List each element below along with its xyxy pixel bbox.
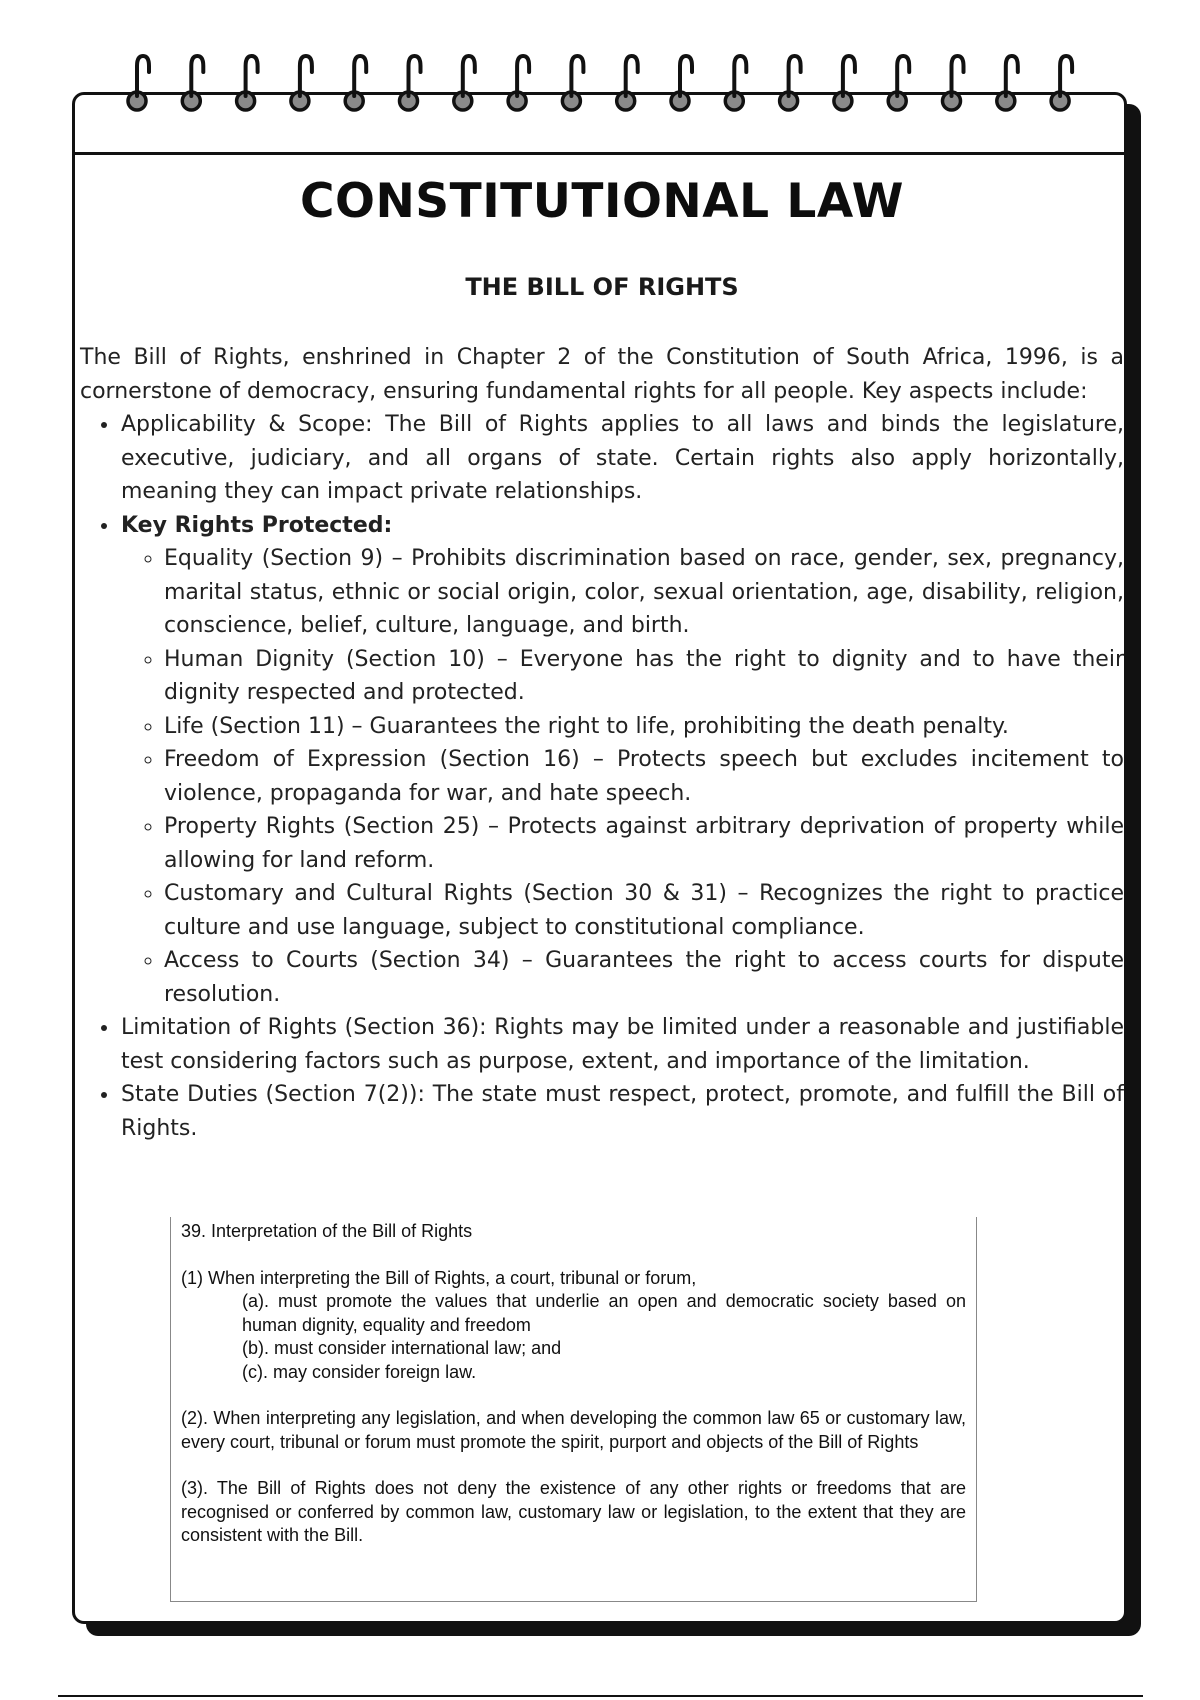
section-39-clause-1: (1) When interpreting the Bill of Rights, a court, tribunal or forum, (181, 1267, 697, 1288)
key-aspects-list (80, 408, 1124, 1145)
key-right-equality: ◦ Equality (Section 9) – Prohibits discrimination based on race, gender, sex, pregnancy, marital status, ethnic or social origin, color, sexual orientation, age, disability, religion, conscience, belief, culture, language, and birth. (164, 542, 1124, 643)
section-39-excerpt (170, 1217, 977, 1602)
section-39-clause-1b: (b). must consider international law; and (242, 1338, 562, 1358)
key-right-life: ◦ Life (Section 11) – Guarantees the right to life, prohibiting the death penalty. (164, 710, 1124, 744)
key-rights-heading: Key Rights Protected: (121, 512, 393, 538)
intro-paragraph: The Bill of Rights, enshrined in Chapter 2 of the Constitution of South Africa, 1996, is a cornerstone of democracy, ensuring fundamental rights for all people. Key aspects include: (80, 345, 1124, 404)
section-39-clause-1a: (a). must promote the values that underlie an open and democratic society based on human dignity, equality and freedom (242, 1291, 966, 1335)
key-rights-list (121, 542, 1124, 1011)
bullet-key-rights (120, 509, 1124, 1012)
section-39-heading: 39. Interpretation of the Bill of Rights (181, 1221, 473, 1241)
page-title: CONSTITUTIONAL LAW (300, 174, 904, 229)
notebook-header-strip (75, 95, 1124, 155)
section-39-clause-2: (2). When interpreting any legislation, and when developing the common law 65 or customary law, every court, tribunal or forum must promote the spirit, purport and objects of the Bill of Rights (181, 1408, 966, 1452)
bullet-state-duties: • State Duties (Section 7(2)): The state must respect, protect, promote, and fulfill the Bill of Rights. (120, 1078, 1124, 1145)
key-right-expression: ◦ Freedom of Expression (Section 16) – Protects speech but excludes incitement to violence, propaganda for war, and hate speech. (164, 743, 1124, 810)
bullet-applicability: • Applicability & Scope: The Bill of Rights applies to all laws and binds the legislature, executive, judiciary, and all organs of state. Certain rights also apply horizontally, meaning they can impact private relationships. (120, 408, 1124, 509)
body-text (80, 341, 1124, 1145)
page-content (80, 170, 1124, 1141)
bullet-limitation: • Limitation of Rights (Section 36): Rights may be limited under a reasonable and justifiable test considering factors such as purpose, extent, and importance of the limitation. (120, 1011, 1124, 1078)
section-39-clause-1c: (c). may consider foreign law. (242, 1361, 477, 1382)
key-right-property: ◦ Property Rights (Section 25) – Protects against arbitrary deprivation of property while allowing for land reform. (164, 810, 1124, 877)
key-right-access-courts: ◦ Access to Courts (Section 34) – Guarantees the right to access courts for dispute resolution. (164, 944, 1124, 1011)
key-right-customary-cultural: ◦ Customary and Cultural Rights (Section 30 & 31) – Recognizes the right to practice culture and use language, subject to constitutional compliance. (164, 877, 1124, 944)
key-right-dignity: ◦ Human Dignity (Section 10) – Everyone has the right to dignity and to have their dignity respected and protected. (164, 643, 1124, 710)
page-subtitle: THE BILL OF RIGHTS (465, 273, 739, 301)
section-39-clause-3: (3). The Bill of Rights does not deny the existence of any other rights or freedoms that are recognised or conferred by common law, customary law or legislation, to the extent that they are consistent with the Bill. (181, 1478, 966, 1545)
bottom-divider (58, 1695, 1143, 1697)
